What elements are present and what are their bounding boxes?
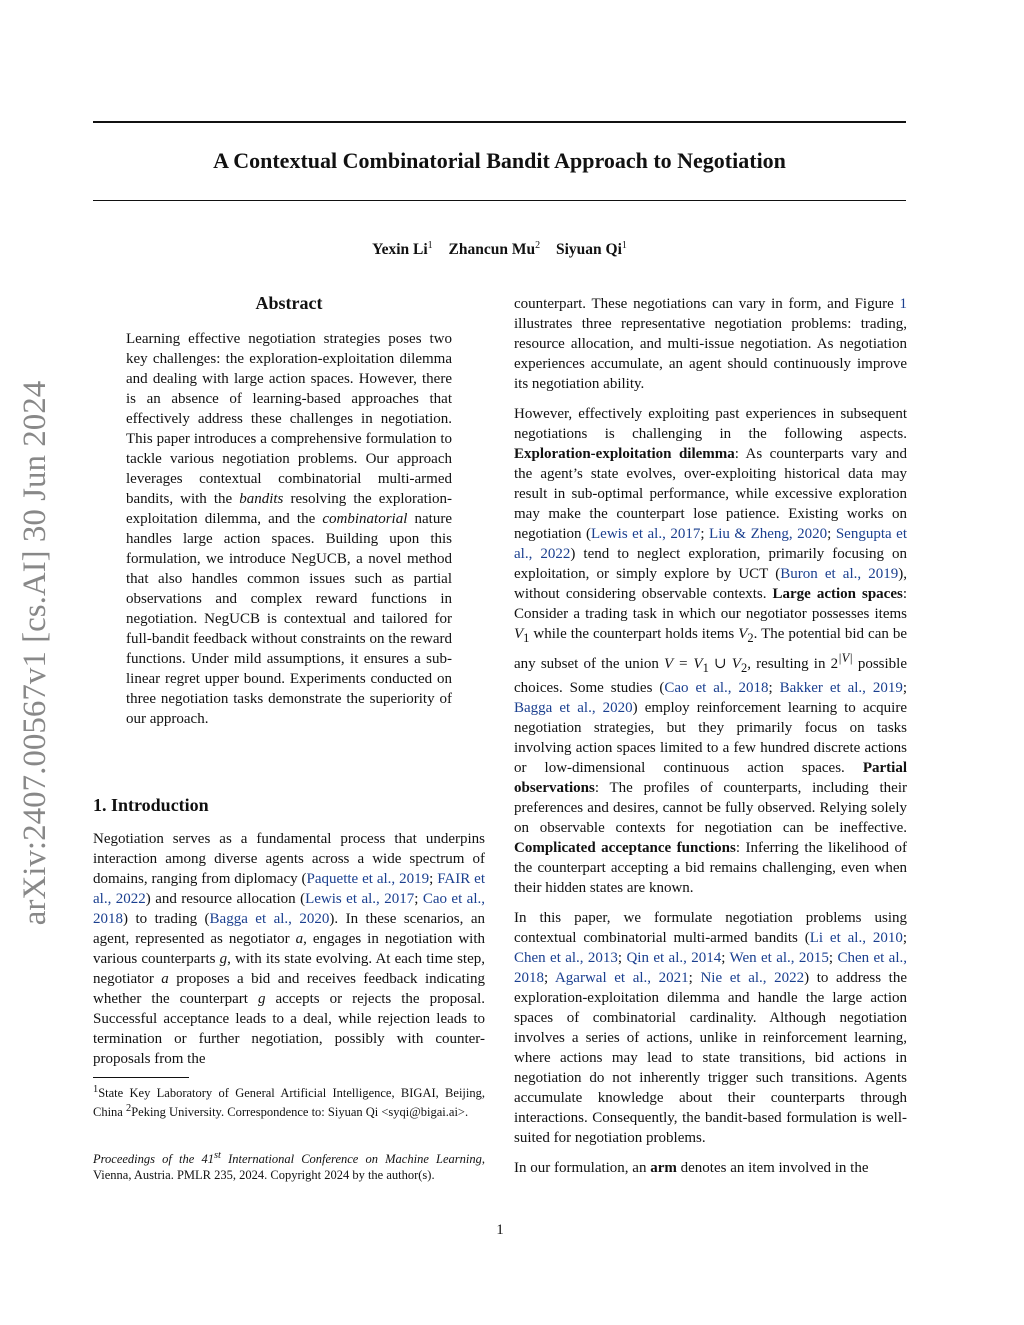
- footnote-rule: [93, 1077, 189, 1078]
- math-symbol: g: [219, 951, 228, 967]
- math-symbol: a: [161, 971, 169, 987]
- citation-link[interactable]: Chen et al., 2018: [514, 950, 907, 986]
- citation-link[interactable]: Agarwal et al., 2021: [554, 970, 689, 986]
- author-list: [93, 236, 906, 260]
- right-column-body: [514, 294, 907, 1178]
- author-name: Siyuan Qi: [555, 241, 622, 259]
- citation-link[interactable]: FAIR et al., 2022: [93, 871, 486, 907]
- citation-link[interactable]: Chen et al., 2013: [514, 950, 618, 966]
- title-bottom-rule: [93, 200, 906, 201]
- figure-link[interactable]: 1: [899, 296, 907, 312]
- math-symbol: a: [295, 931, 304, 947]
- math-symbol: g: [257, 991, 266, 1007]
- math-expression: V = V: [664, 656, 703, 672]
- title-top-rule: [93, 121, 906, 123]
- emphasis-text: combinatorial: [322, 511, 408, 527]
- citation-link[interactable]: Bakker et al., 2019: [779, 680, 903, 696]
- paragraph: In our formulation, an arm denotes an item involved in the: [514, 1160, 869, 1176]
- bold-term: Large action spaces: [772, 586, 903, 602]
- citation-link[interactable]: Buron et al., 2019: [780, 566, 899, 582]
- citation-link[interactable]: Bagga et al., 2020: [514, 700, 633, 716]
- citation-link[interactable]: Cao et al., 2018: [93, 891, 485, 927]
- citation-link[interactable]: Cao et al., 2018: [664, 680, 769, 696]
- bold-term: Exploration-exploitation dilemma: [514, 446, 735, 462]
- citation-link[interactable]: Li et al., 2010: [809, 930, 903, 946]
- emphasis-text: bandits: [239, 491, 284, 507]
- abstract-heading: Abstract: [255, 293, 323, 313]
- citation-link[interactable]: Lewis et al., 2017: [305, 891, 415, 907]
- author-name: Zhancun Mu: [448, 241, 536, 259]
- paragraph: However, effectively exploiting past experiences in subsequent negotiations is challenging in the following aspects. Exploration-exploitation dilemma: As counterparts vary and the agent’s state evolves, over-exploiting historical data may result in sub-optimal performance, while excessive exploration may make the counterpart lose patience. Existing works on negotiation (Lewis et al., 2017; Liu & Zheng, 2020; Sengupta et al., 2022) tend to neglect exploration, primarily focusing on exploitation, or simply explore by UCT (Buron et al., 2019), without considering observable contexts. Large action spaces: Consider a trading task in which our negotiator possesses items $V_1$ while the counterpart holds items $V_2$. The potential bid can be any subset of the union $V = V_1$ ∪ $V_2$, resulting in $2^{|V|}$ possible choices. Some studies (Cao et al., 2018; Bakker et al., 2019; Bagga et al., 2020) employ reinforcement learning to acquire negotiation strategies, but they primarily focus on tasks involving action spaces limited to a few hundred discrete actions or low-dimensional continuous action spaces. Partial observations: The profiles of counterparts, including their preferences and desires, cannot be fully observed. Relying solely on observable contexts for negotiation can be ineffective. Complicated acceptance functions: Inferring the likelihood of the counterpart accepting a bid remains challenging, even when their hidden states are known.: [514, 406, 908, 896]
- abstract-body: Learning effective negotiation strategies poses two key challenges: the exploration-exploitation dilemma and dealing with large action spaces. However, there is an absence of learning-based approaches that effectively address these challenges in negotiation. This paper introduces a comprehensive formulation to tackle various negotiation problems. Our approach leverages contextual combinatorial multi-armed bandits, with the bandits resolving the exploration-exploitation dilemma, and the combinatorial nature handles large action spaces. Building upon this formulation, we introduce NegUCB, a novel method that also handles common issues such as partial observations and complex reward functions in negotiation. NegUCB is contextual and tailored for full-bandit feedback without constraints on the reward functions. Under mild assumptions, it ensures a sub-linear regret upper bound. Experiments conducted on three negotiation tasks demonstrate the superiority of our approach.: [126, 331, 452, 727]
- citation-link[interactable]: Bagga et al., 2020: [209, 911, 330, 927]
- section-heading-introduction: 1. Introduction: [93, 795, 209, 815]
- math-symbol: V: [514, 626, 524, 642]
- arxiv-stamp: arXiv:2407.00567v1 [cs.AI] 30 Jun 2024: [17, 380, 53, 926]
- bold-term: arm: [650, 1160, 677, 1176]
- author-name: Yexin Li: [372, 241, 428, 259]
- paragraph: counterpart. These negotiations can vary in form, and Figure 1 illustrates three representative negotiation problems: trading, resource allocation, and multi-issue negotiation. As negotiation experiences accumulate, an agent should continuously improve its negotiation ability.: [514, 296, 907, 392]
- author-affiliation: 1: [621, 240, 627, 251]
- bold-term: Complicated acceptance functions: [514, 840, 736, 856]
- affiliation-footnote: $^1$State Key Laboratory of General Artificial Intelligence, BIGAI, Beijing, China $^2$Peking University. Correspondence to: Siyuan Qi <syqi@bigai.ai>.: [93, 1084, 485, 1120]
- author-affiliation: 1: [427, 240, 433, 251]
- paragraph: In this paper, we formulate negotiation problems using contextual combinatorial multi-armed bandits (Li et al., 2010; Chen et al., 2013; Qin et al., 2014; Wen et al., 2015; Chen et al., 2018; Agarwal et al., 2021; Nie et al., 2022) to address the exploration-exploitation dilemma and handle the large action spaces of combinatorial cardinality. Although negotiation involves a series of actions, unlike in reinforcement learning, where actions may lead to state transitions, bid actions in negotiation do not inherently trigger such transitions. Agents accumulate knowledge about their counterparts through interactions. Consequently, the bandit-based formulation is well-suited for negotiation problems.: [514, 910, 907, 1146]
- proceedings-note: Proceedings of the 41st International Conference on Machine Learning, Vienna, Austria. PMLR 235, 2024. Copyright 2024 by the author(s).: [93, 1150, 485, 1183]
- citation-link[interactable]: Paquette et al., 2019: [306, 871, 430, 887]
- citation-link[interactable]: Nie et al., 2022: [700, 970, 805, 986]
- citation-link[interactable]: Lewis et al., 2017: [591, 526, 701, 542]
- citation-link[interactable]: Liu & Zheng, 2020: [709, 526, 828, 542]
- paper-title: A Contextual Combinatorial Bandit Approach to Negotiation: [213, 148, 786, 173]
- citation-link[interactable]: Wen et al., 2015: [729, 950, 829, 966]
- paragraph: Negotiation serves as a fundamental process that underpins interaction among diverse agents across a wide spectrum of domains, ranging from diplomacy (Paquette et al., 2019; FAIR et al., 2022) and resource allocation (Lewis et al., 2017; Cao et al., 2018) to trading (Bagga et al., 2020). In these scenarios, an agent, represented as negotiator a, engages in negotiation with various counterparts g, with its state evolving. At each time step, negotiator a proposes a bid and receives feedback indicating whether the counterpart g accepts or rejects the proposal. Successful acceptance leads to a deal, while rejection leads to termination or further negotiation, possibly with counter-proposals from the: [93, 831, 486, 1067]
- math-symbol: V: [738, 626, 748, 642]
- page-number: 1: [496, 1222, 504, 1238]
- author-affiliation: 2: [535, 240, 541, 251]
- introduction-body: [93, 829, 485, 1069]
- bold-term: Partial observations: [514, 760, 907, 796]
- citation-link[interactable]: Sengupta et al., 2022: [514, 526, 908, 562]
- citation-link[interactable]: Qin et al., 2014: [626, 950, 722, 966]
